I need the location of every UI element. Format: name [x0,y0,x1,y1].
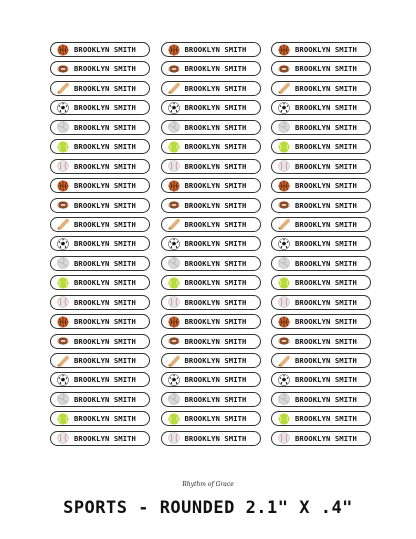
label-name-text: BROOKLYN SMITH [184,161,247,171]
baseball-icon [168,160,180,172]
label-name-text: BROOKLYN SMITH [184,433,247,443]
name-label [50,275,150,290]
name-label [50,217,150,232]
name-label [161,353,261,368]
soccer-ball-icon [278,238,290,250]
baseball-icon [57,296,69,308]
label-name-text: BROOKLYN SMITH [184,181,247,191]
label-name-text: BROOKLYN SMITH [74,297,136,307]
football-icon [278,199,290,211]
name-label [161,256,261,271]
basketball-icon [57,44,69,56]
label-name-text: BROOKLYN SMITH [295,64,357,74]
label-name-text: BROOKLYN SMITH [184,394,247,404]
name-label [161,392,261,407]
label-name-text: BROOKLYN SMITH [295,375,357,385]
basketball-icon [168,316,180,328]
label-column-2 [161,42,261,450]
baseball-icon [168,432,180,444]
baseball-bat-icon [168,355,180,367]
label-name-text: BROOKLYN SMITH [295,258,357,268]
football-icon [278,63,290,75]
label-name-text: BROOKLYN SMITH [295,122,357,132]
soccer-ball-icon [278,102,290,114]
baseball-bat-icon [57,218,69,230]
name-label [50,411,150,426]
basketball-icon [57,180,69,192]
name-label [50,178,150,193]
basketball-icon [57,316,69,328]
name-label [271,61,371,76]
name-label [161,431,261,446]
baseball-icon [278,432,290,444]
name-label [50,392,150,407]
name-label [271,81,371,96]
label-name-text: BROOKLYN SMITH [74,375,136,385]
soccer-ball-icon [168,238,180,250]
volleyball-icon [168,257,180,269]
baseball-bat-icon [168,218,180,230]
label-name-text: BROOKLYN SMITH [184,122,247,132]
name-label [161,120,261,135]
name-label [161,198,261,213]
name-label [271,217,371,232]
name-label [161,411,261,426]
football-icon [168,199,180,211]
label-column-3 [271,42,371,450]
name-label [50,139,150,154]
name-label [271,275,371,290]
label-column-1 [50,42,150,450]
signature-logo: Rhythm of Grace [182,481,234,488]
soccer-ball-icon [57,374,69,386]
label-name-text: BROOKLYN SMITH [74,258,136,268]
name-label [271,431,371,446]
label-name-text: BROOKLYN SMITH [74,394,136,404]
name-label [50,236,150,251]
volleyball-icon [278,121,290,133]
basketball-icon [278,44,290,56]
name-label [161,42,261,57]
label-name-text: BROOKLYN SMITH [295,103,357,113]
label-name-text: BROOKLYN SMITH [184,258,247,268]
tennis-ball-icon [168,277,180,289]
name-label [161,159,261,174]
baseball-icon [168,296,180,308]
name-label [161,178,261,193]
label-name-text: BROOKLYN SMITH [295,297,357,307]
label-name-text: BROOKLYN SMITH [74,317,136,327]
label-name-text: BROOKLYN SMITH [295,336,357,346]
name-label [271,100,371,115]
baseball-icon [278,160,290,172]
name-label [161,236,261,251]
baseball-bat-icon [278,82,290,94]
name-label [271,236,371,251]
name-label [161,314,261,329]
name-label [271,372,371,387]
label-name-text: BROOKLYN SMITH [74,414,136,424]
baseball-icon [278,296,290,308]
name-label [50,198,150,213]
volleyball-icon [278,393,290,405]
label-name-text: BROOKLYN SMITH [184,64,247,74]
label-name-text: BROOKLYN SMITH [74,181,136,191]
label-name-text: BROOKLYN SMITH [184,142,247,152]
baseball-bat-icon [278,218,290,230]
football-icon [57,199,69,211]
name-label [161,295,261,310]
football-icon [168,335,180,347]
label-name-text: BROOKLYN SMITH [295,239,357,249]
name-label [271,334,371,349]
basketball-icon [168,44,180,56]
label-name-text: BROOKLYN SMITH [295,142,357,152]
label-name-text: BROOKLYN SMITH [74,83,136,93]
name-label [50,100,150,115]
soccer-ball-icon [168,374,180,386]
volleyball-icon [168,121,180,133]
name-label [271,198,371,213]
label-name-text: BROOKLYN SMITH [74,161,136,171]
label-name-text: BROOKLYN SMITH [295,219,357,229]
label-name-text: BROOKLYN SMITH [74,200,136,210]
name-label [271,120,371,135]
volleyball-icon [57,393,69,405]
volleyball-icon [57,257,69,269]
label-name-text: BROOKLYN SMITH [74,219,136,229]
name-label [50,372,150,387]
name-label [161,372,261,387]
football-icon [278,335,290,347]
label-name-text: BROOKLYN SMITH [184,278,247,288]
baseball-icon [57,432,69,444]
football-icon [168,63,180,75]
label-name-text: BROOKLYN SMITH [74,122,136,132]
tennis-ball-icon [168,141,180,153]
tennis-ball-icon [57,277,69,289]
name-label [271,411,371,426]
label-name-text: BROOKLYN SMITH [184,239,247,249]
label-name-text: BROOKLYN SMITH [295,45,357,54]
name-label [271,159,371,174]
name-label [50,314,150,329]
label-name-text: BROOKLYN SMITH [184,356,247,365]
tennis-ball-icon [57,141,69,153]
tennis-ball-icon [168,413,180,425]
name-label [161,139,261,154]
baseball-bat-icon [57,355,69,367]
label-name-text: BROOKLYN SMITH [74,64,136,74]
label-name-text: BROOKLYN SMITH [295,278,357,288]
label-name-text: BROOKLYN SMITH [295,394,357,404]
name-label [50,120,150,135]
volleyball-icon [168,393,180,405]
tennis-ball-icon [278,413,290,425]
label-name-text: BROOKLYN SMITH [184,414,247,424]
label-name-text: BROOKLYN SMITH [295,200,357,210]
basketball-icon [278,316,290,328]
label-name-text: BROOKLYN SMITH [74,356,136,365]
label-name-text: BROOKLYN SMITH [295,433,357,443]
label-name-text: BROOKLYN SMITH [74,278,136,288]
label-name-text: BROOKLYN SMITH [295,181,357,191]
label-name-text: BROOKLYN SMITH [184,317,247,327]
name-label [50,334,150,349]
name-label [50,353,150,368]
name-label [271,42,371,57]
label-name-text: BROOKLYN SMITH [74,433,136,443]
soccer-ball-icon [168,102,180,114]
name-label [50,256,150,271]
label-name-text: BROOKLYN SMITH [184,103,247,113]
label-name-text: BROOKLYN SMITH [295,161,357,171]
tennis-ball-icon [57,413,69,425]
name-label [50,431,150,446]
name-label [50,42,150,57]
label-name-text: BROOKLYN SMITH [74,103,136,113]
label-name-text: BROOKLYN SMITH [184,219,247,229]
label-name-text: BROOKLYN SMITH [184,200,247,210]
name-label [161,61,261,76]
baseball-bat-icon [168,82,180,94]
label-name-text: BROOKLYN SMITH [295,317,357,327]
name-label [161,100,261,115]
name-label [271,139,371,154]
name-label [161,334,261,349]
basketball-icon [168,180,180,192]
label-name-text: BROOKLYN SMITH [184,297,247,307]
baseball-bat-icon [57,82,69,94]
volleyball-icon [278,257,290,269]
page-title: SPORTS - ROUNDED 2.1" X .4" [63,498,353,518]
tennis-ball-icon [278,141,290,153]
name-label [271,353,371,368]
soccer-ball-icon [278,374,290,386]
name-label [161,81,261,96]
name-label [271,392,371,407]
soccer-ball-icon [57,238,69,250]
label-name-text: BROOKLYN SMITH [184,336,247,346]
name-label [271,314,371,329]
name-label [50,61,150,76]
name-label [50,81,150,96]
label-name-text: BROOKLYN SMITH [295,356,357,365]
name-label [161,217,261,232]
label-name-text: BROOKLYN SMITH [295,414,357,424]
name-label [161,275,261,290]
label-name-text: BROOKLYN SMITH [295,83,357,93]
label-name-text: BROOKLYN SMITH [74,239,136,249]
name-label [271,178,371,193]
baseball-bat-icon [278,355,290,367]
label-name-text: BROOKLYN SMITH [184,45,247,54]
basketball-icon [278,180,290,192]
label-name-text: BROOKLYN SMITH [74,142,136,152]
label-name-text: BROOKLYN SMITH [184,375,247,385]
baseball-icon [57,160,69,172]
label-sheet [50,42,371,450]
volleyball-icon [57,121,69,133]
name-label [50,159,150,174]
tennis-ball-icon [278,277,290,289]
football-icon [57,335,69,347]
name-label [50,295,150,310]
label-name-text: BROOKLYN SMITH [184,83,247,93]
label-name-text: BROOKLYN SMITH [74,336,136,346]
football-icon [57,63,69,75]
soccer-ball-icon [57,102,69,114]
label-name-text: BROOKLYN SMITH [74,45,136,54]
name-label [271,295,371,310]
name-label [271,256,371,271]
